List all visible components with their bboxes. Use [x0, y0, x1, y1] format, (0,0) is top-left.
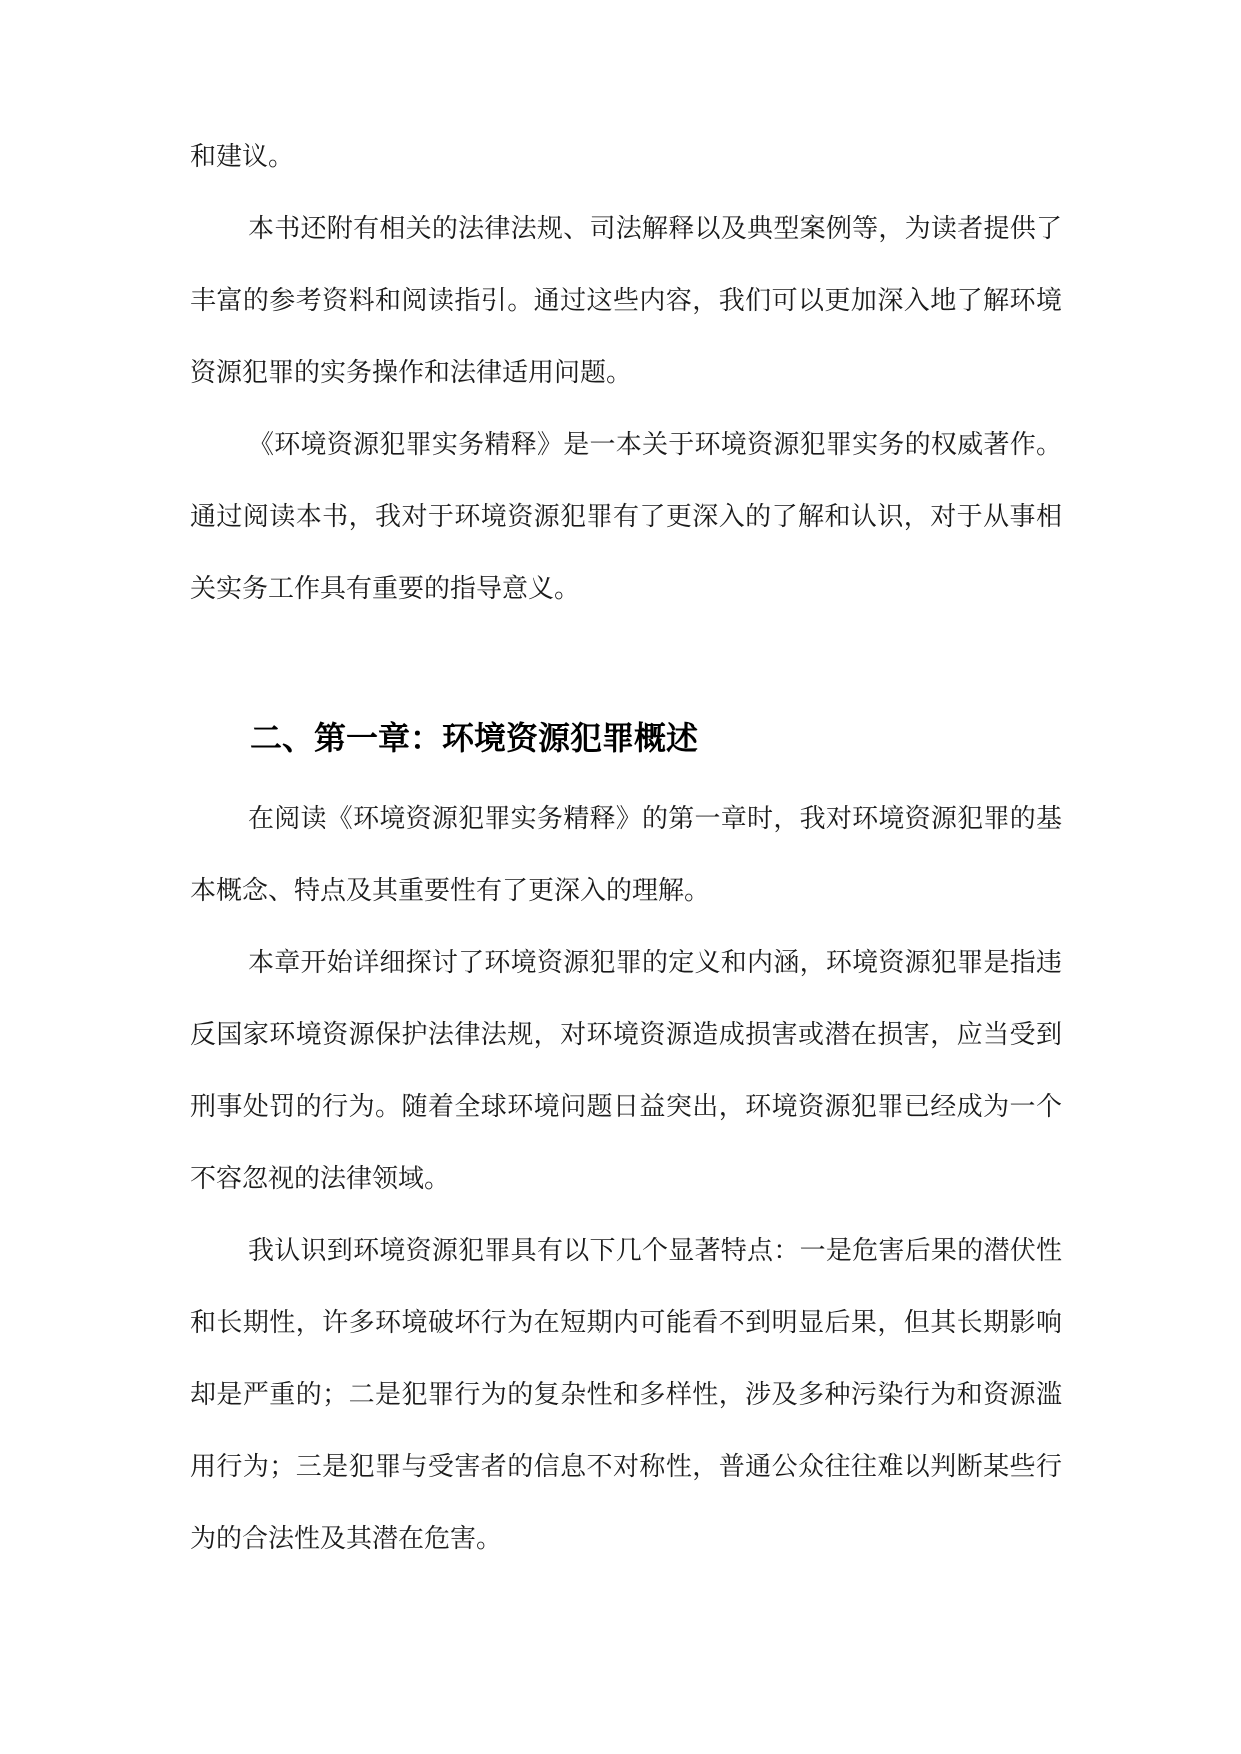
paragraph-characteristics: 我认识到环境资源犯罪具有以下几个显著特点：一是危害后果的潜伏性和长期性，许多环境破坏行为在短期内可能看不到明显后果，但其长期影响却是严重的；二是犯罪行为的复杂性和多样性，涉及多种污染行为和资源滥用行为；三是犯罪与受害者的信息不对称性，普通公众往往难以判断某些行为的合法性及其潜在危害。: [190, 1236, 1062, 1554]
paragraph-chapter-intro: 在阅读《环境资源犯罪实务精释》的第一章时，我对环境资源犯罪的基本概念、特点及其重要性有了更深入的理解。: [190, 804, 1062, 906]
section-intro: [190, 121, 1062, 625]
paragraph-appendix: 本书还附有相关的法律法规、司法解释以及典型案例等，为读者提供了丰富的参考资料和阅读指引。通过这些内容，我们可以更加深入地了解环境资源犯罪的实务操作和法律适用问题。: [190, 214, 1062, 388]
paragraph-definition: 本章开始详细探讨了环境资源犯罪的定义和内涵，环境资源犯罪是指违反国家环境资源保护法律法规，对环境资源造成损害或潜在损害，应当受到刑事处罚的行为。随着全球环境问题日益突出，环境资源犯罪已经成为一个不容忽视的法律领域。: [190, 948, 1062, 1194]
section-chapter-one: [190, 783, 1062, 1575]
paragraph-continuation: 和建议。: [190, 142, 295, 172]
paragraph-summary: 《环境资源犯罪实务精释》是一本关于环境资源犯罪实务的权威著作。通过阅读本书，我对于环境资源犯罪有了更深入的了解和认识，对于从事相关实务工作具有重要的指导意义。: [190, 430, 1062, 604]
chapter-heading: 二、第一章：环境资源犯罪概述: [250, 719, 699, 757]
